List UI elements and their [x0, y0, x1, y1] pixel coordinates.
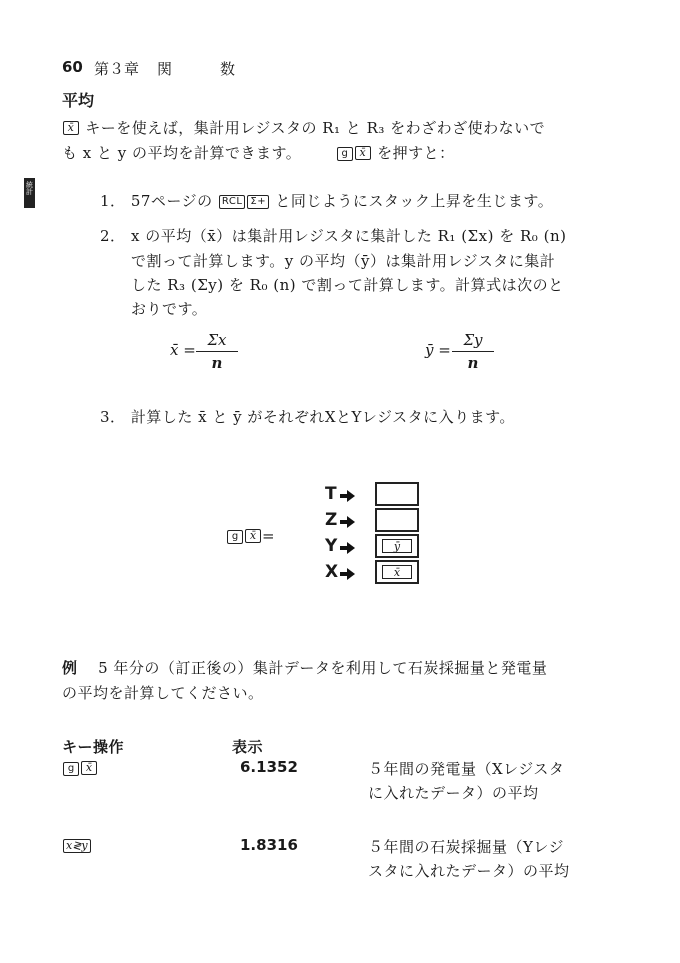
arrow-z-stem [340, 520, 347, 524]
step-1-text-b: と同じようにスタック上昇を生じます。 [275, 192, 554, 210]
register-box-y [375, 534, 419, 558]
section-title: 平均 [62, 91, 95, 110]
intro-line-2-suffix: を押すと： [377, 144, 455, 162]
arrow-right-icon [347, 516, 355, 528]
register-value-x: x̄ [382, 565, 412, 579]
equals-sign: = [262, 527, 275, 545]
step-2-line-2: で割って計算します。y の平均（ȳ）は集計用レジスタに集計 [131, 252, 556, 270]
formula-y-lhs: ȳ = [425, 341, 451, 359]
formula-x-bar [196, 351, 238, 352]
example-text-1: 5 年分の（訂正後の）集計データを利用して石炭採掘量と発電量 [98, 659, 548, 677]
arrow-right-icon [347, 490, 355, 502]
example-line-1 [62, 657, 547, 678]
row-2-keys [62, 836, 92, 855]
row-2-display: 1.8316 [240, 836, 298, 854]
x-swap-y-key: x≷y [63, 839, 91, 853]
formula-y-fraction [452, 331, 494, 372]
side-index-tab [24, 178, 35, 208]
step-1 [100, 190, 553, 211]
intro-line-1 [62, 117, 545, 138]
example-line-2: の平均を計算してください。 [62, 684, 264, 702]
step-2-line-1: x の平均（x̄）は集計用レジスタに集計した R₁ (Σx) を R₀ (n) [131, 227, 567, 245]
intro-line-2 [62, 142, 455, 163]
register-label-t: T [325, 484, 337, 504]
step-1-number: 1． [100, 192, 126, 210]
intro-line-2-text: も x と y の平均を計算できます。 [62, 144, 302, 162]
register-label-x: X [325, 562, 339, 582]
g-key: g [63, 762, 79, 776]
intro-line-1-text: キーを使えば，集計用レジスタの R₁ と R₃ をわざわざ使わないで [85, 119, 546, 137]
step-3-number: 3． [100, 408, 126, 426]
row-2-desc-line-2: スタに入れたデータ）の平均 [368, 862, 570, 880]
register-box-t [375, 482, 419, 506]
formula-y-denominator: n [467, 354, 479, 372]
formula-x-fraction [196, 331, 238, 372]
chapter-title-part1: 関 [157, 60, 173, 78]
formula-x-numerator: Σx [207, 331, 227, 349]
chapter-title-part2: 数 [220, 60, 236, 78]
table-header-keys: キー操作 [62, 738, 125, 756]
register-label-y: Y [325, 536, 338, 556]
step-2-number: 2． [100, 227, 126, 245]
example-label: 例 [62, 659, 78, 677]
formula-x-lhs: x̄ = [170, 341, 196, 359]
side-index-tab-label: 統計 [25, 181, 34, 195]
register-box-z [375, 508, 419, 532]
chapter-label: 第３章 [94, 60, 140, 78]
g-key: g [227, 530, 243, 544]
register-label-z: Z [325, 510, 338, 530]
row-1-desc-line-1: ５年間の発電量（Xレジスタ [368, 760, 565, 778]
row-1-display: 6.1352 [240, 758, 298, 776]
rcl-key: RCL [219, 195, 246, 209]
stack-diagram-keys [226, 526, 275, 545]
xbar-key: x̄ [355, 146, 371, 160]
formula-y-bar [452, 351, 494, 352]
arrow-t-stem [340, 494, 347, 498]
row-2-desc-line-1: ５年間の石炭採掘量（Yレジ [368, 838, 565, 856]
register-value-y: ȳ [382, 539, 412, 553]
arrow-y-stem [340, 546, 347, 550]
step-2-line-4: おりです。 [131, 300, 208, 318]
xbar-key: x̄ [63, 121, 79, 135]
arrow-right-icon [347, 568, 355, 580]
xbar-key: x̄ [245, 529, 261, 543]
xbar-key: x̄ [81, 761, 97, 775]
g-key: g [337, 147, 353, 161]
step-2-line-3: した R₃ (Σy) を R₀ (n) で割って計算します。計算式は次のと [131, 276, 564, 294]
arrow-right-icon [347, 542, 355, 554]
formula-x-denominator: n [211, 354, 223, 372]
formula-y-numerator: Σy [463, 331, 483, 349]
step-3-text: 計算した x̄ と ȳ がそれぞれXとYレジスタに入ります。 [130, 408, 515, 426]
page-number: 60 [62, 58, 83, 76]
step-1-text-a: 57ページの [130, 192, 213, 210]
register-box-x [375, 560, 419, 584]
row-1-keys [62, 758, 98, 777]
step-3 [100, 406, 515, 427]
sigma-plus-key: Σ+ [247, 195, 269, 209]
table-header-display: 表示 [232, 738, 264, 756]
row-1-desc-line-2: に入れたデータ）の平均 [368, 784, 539, 802]
arrow-x-stem [340, 572, 347, 576]
